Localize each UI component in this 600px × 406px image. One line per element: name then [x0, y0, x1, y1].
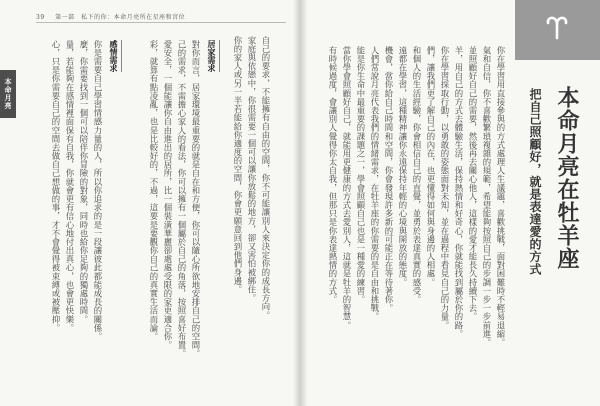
body-column: 當你學會照顧好自己，就能用更健康的方式去愛別人，這就是牡羊的智慧。: [342, 46, 352, 330]
chapter-subtitle: 把自己照顧好，就是表達愛的方式: [528, 88, 542, 276]
aries-symbol-icon: [544, 14, 570, 40]
running-header: [36, 12, 185, 21]
side-tab: 本命月亮: [0, 70, 16, 118]
section-heading-love: 感情需求: [108, 40, 122, 72]
body-column: 機會，當你給自己時間和空間，你會發現許多新的可能正在等待著你。: [384, 46, 394, 313]
body-column: 能是你生命中最重要的課題之一，學會照顧自己也是一種愛的練習。: [356, 46, 366, 304]
body-column: 遠都在學習，這種精神讓你永遠保持年輕的心境與開放的態度。: [398, 46, 408, 287]
body-column: 並照顧好自己的需要，然後再去關心他人，這樣的愛才能長久持續下去。: [468, 46, 478, 321]
body-column: 氣和自信，你不喜歡繁瑣複雜的規範，希望能夠按照自己的步調一步一步前進。: [482, 46, 492, 347]
body-column: 你在學習用直接參與的方式處理人生議題，喜歡挑戰，面對困難時不輕易退縮。: [496, 46, 506, 347]
body-column: 人們常說月亮代表我們的情緒需求，在牡羊座的你需要的是自由和挑戰。: [370, 46, 380, 321]
body-column: 己的需求，不需擔心家人的看法，你可以擁有一個屬於自己的角落，按照喜好布置。: [177, 40, 187, 358]
body-column: 自己的要求，不能擁有自由的空間，你不可能讓別人來決定你的成長方向。: [261, 36, 271, 320]
body-column: 你的家人或另一半若能給你適度的空間，你會更願意回到他們身邊。: [233, 36, 243, 294]
book-gutter: [293, 0, 307, 406]
body-column: 家庭與依戀中，你很需要一個可以讓你放鬆的地方，卻又害怕被綁住。: [247, 36, 257, 303]
body-column: 麼，你需要找到一個可以陪伴你冒險的對象，同時也給你足夠的獨處時間。: [79, 40, 89, 324]
body-column: 和個人的生活經驗，你會相信自己的直覺，並勇於表達真實的感受。: [412, 46, 422, 304]
running-header-text: 第一部 私下的你：本命月亮所在星座和宮位: [55, 14, 186, 21]
body-column: 愛安全，一個能讓你自由進出的居所，比一個裝潢華麗卻處處受限的家更適合你。: [163, 40, 173, 350]
section-heading-home: 居家需求: [206, 40, 220, 72]
page-number: 39: [36, 14, 45, 21]
body-column: 你在學習採取行動，以勇敢的姿態面對未知，並在過程中看見自己的力量。: [440, 46, 450, 330]
chapter-title: 本命月亮在牡羊座: [554, 86, 580, 270]
body-column: 們，讓我們更了解自己的內在，也更懂得如何與身邊的人相處。: [426, 46, 436, 287]
header-rule: [36, 22, 286, 23]
body-column: 量，若能夠在感情裡面保有自我，你就會更有信心地付出真心，也會更快樂。: [65, 40, 75, 333]
body-column: 有時候過度，會讓別人覺得你太自我，但那只是你表達熱情的方式。: [328, 46, 338, 304]
body-column: 羊，用自己的方式去體驗生活，保持熱情和好奇心，你就能找到屬於你的路。: [454, 46, 464, 339]
body-column: 心，只是你需要自己的空間去做自己想做的事，才不會覺得被束縛或被壓抑。: [51, 40, 61, 333]
body-column: 你是需要自己學習情感力量的人，所以你追求的是一段讓彼此都能成長的關係。: [93, 40, 103, 341]
body-column: 彩，就算有點凌亂，也是比較好的，不過，這要是要觀你自己的真實生活而論。: [149, 40, 159, 341]
body-column: 對你而言，居家環境最重要的就是自在和方便，你可以隨心所欲地安排自己的空間。: [191, 40, 201, 358]
